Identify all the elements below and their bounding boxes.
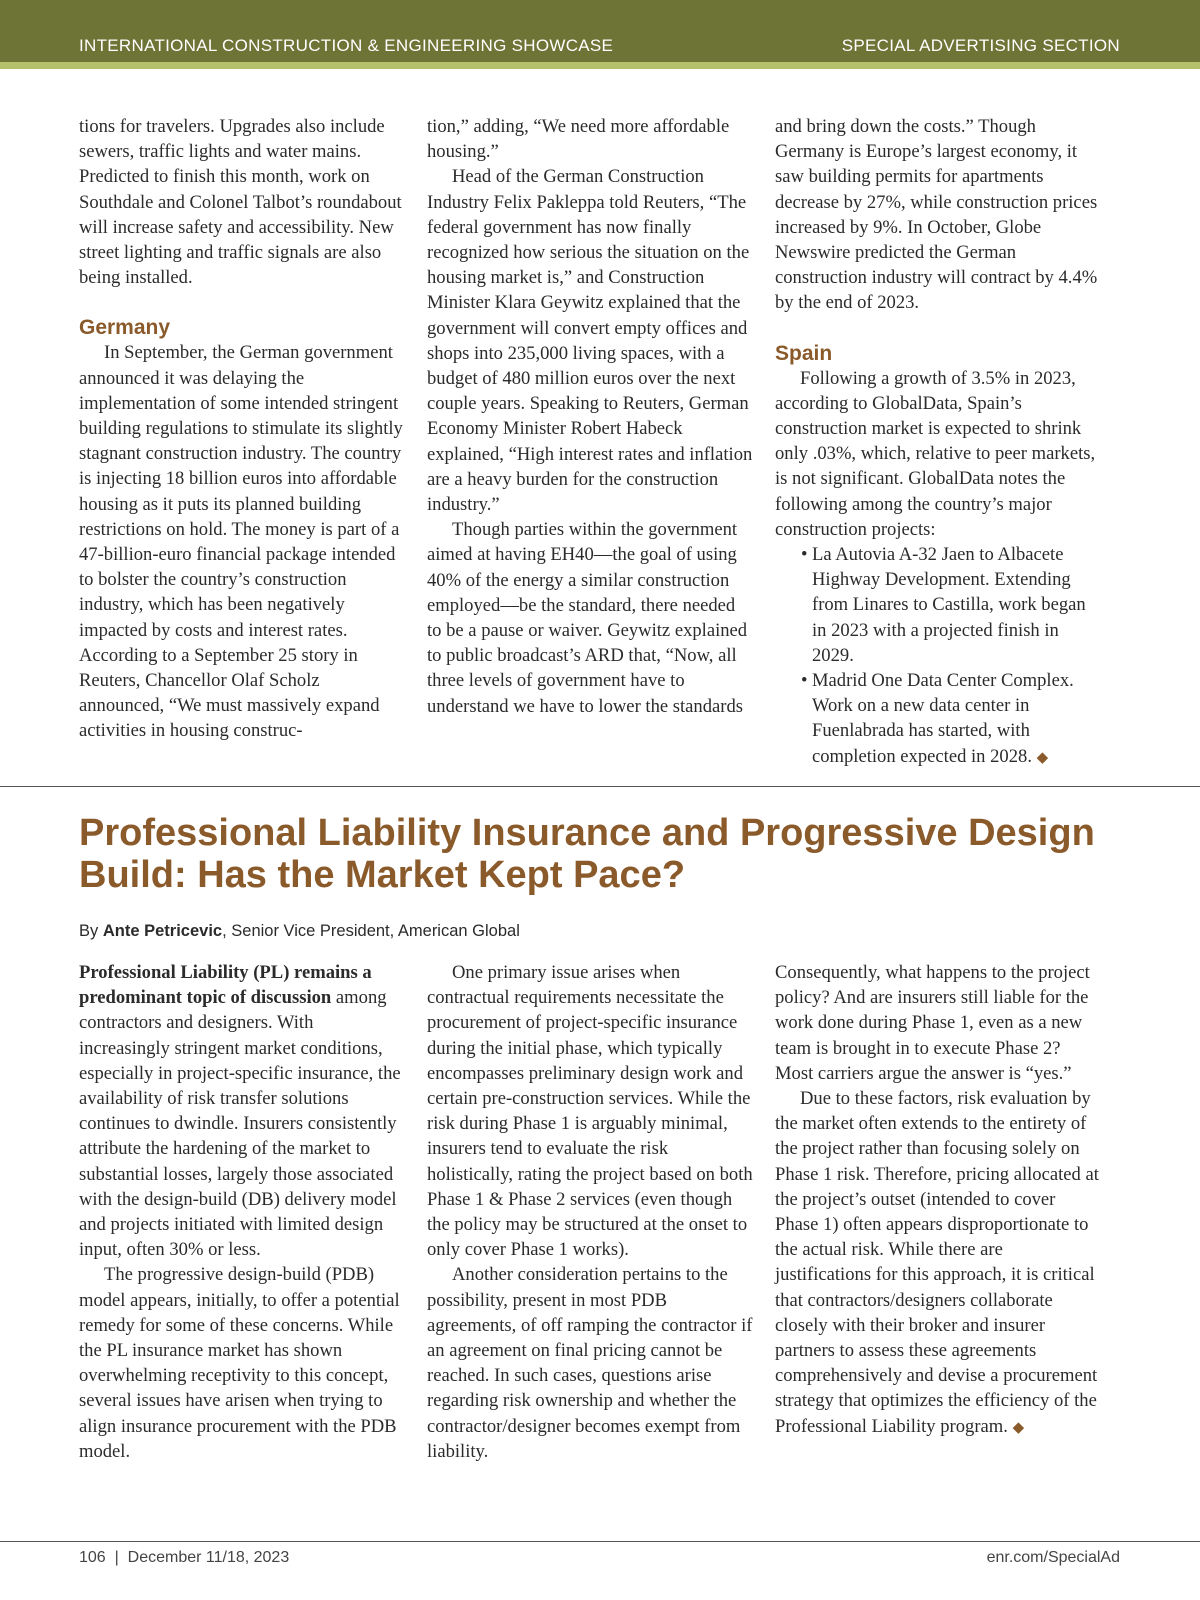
- germany-heading: Germany: [79, 316, 171, 340]
- paragraph: The progressive design-build (PDB) model appears, initially, to offer a potential remedy for some of these concerns. While the PL insurance market has shown overwhelming receptivity to this concept, several issues have arisen when trying to align insurance procurement with the PDB model.: [79, 1264, 400, 1462]
- list-item-text: La Autovia A-32 Jaen to Albacete Highway Development. Extending from Linares to Castilla, work began in 2023 with a projected finish in 2029.: [812, 544, 1086, 666]
- header-section-title: INTERNATIONAL CONSTRUCTION & ENGINEERING SHOWCASE: [79, 36, 614, 55]
- paragraph: [79, 960, 405, 1262]
- article-column-1: [79, 960, 405, 1464]
- top-column-3: [775, 114, 1101, 771]
- bullet-icon: •: [801, 670, 808, 692]
- paragraph: [775, 1086, 1101, 1441]
- article-title: Professional Liability Insurance and Progressive Design Build: Has the Market Kept Pace?: [79, 812, 1095, 896]
- list-item: [775, 668, 1101, 771]
- footer-divider: [0, 1541, 1200, 1542]
- byline: [79, 922, 520, 941]
- byline-prefix: By: [79, 922, 99, 940]
- paragraph: tion,” adding, “We need more affordable housing.”: [427, 116, 730, 163]
- article-column-3: [775, 960, 1101, 1441]
- paragraph: Consequently, what happens to the project policy? And are insurers still liable for the work done during Phase 1, even as a new team is brought in to execute Phase 2? Most carriers argue the answer is “yes.”: [775, 962, 1090, 1084]
- list-item: [775, 542, 1101, 668]
- header-advertising-label: SPECIAL ADVERTISING SECTION: [841, 36, 1120, 55]
- paragraph: Though parties within the government aimed at having EH40—the goal of using 40% of the energy a similar construction employed—be the standard, there needed to be a pause or waiver. Geywitz explained to public broadcast’s ARD that, “Now, all three levels of government have to understand we have to lower the standards: [427, 519, 748, 717]
- paragraph: Another consideration pertains to the possibility, present in most PDB agreements, of off ramping the contractor if an agreement on final pricing cannot be reached. In such cases, questions arise regarding risk ownership and whether the contractor/designer becomes exempt from liability.: [427, 1264, 753, 1462]
- author-name: Ante Petricevic: [102, 922, 223, 940]
- end-diamond-icon: ◆: [1012, 1419, 1025, 1436]
- end-diamond-icon: ◆: [1036, 749, 1049, 766]
- paragraph-text: Due to these factors, risk evaluation by the market often extends to the entirety of the project rather than focusing solely on Phase 1 risk. Therefore, pricing allocated at the project’s outset (intended to cover Phase 1) often appears disproportionate to the actual risk. While there are justifications for this approach, it is critical that contractors/designers collaborate closely with their broker and insurer partners to assess these agreements comprehensively and devise a procurement strategy that optimizes the efficiency of the Professional Liability program.: [775, 1088, 1099, 1437]
- author-role: , Senior Vice President, American Global: [222, 922, 520, 940]
- spain-heading: Spain: [775, 341, 833, 365]
- top-column-2: [427, 114, 753, 719]
- paragraph: Head of the German Construction Industry Felix Pakleppa told Reuters, “The federal government has now finally recognized how serious the situation on the housing market is,” and Construction Minister Klara Geywitz explained that the government will convert empty offices and shops into 235,000 living spaces, with a budget of 480 million euros over the next couple years. Speaking to Reuters, German Economy Minister Robert Habeck explained, “High interest rates and inflation are a heavy burden for the construction industry.”: [427, 166, 753, 516]
- list-item-text: Madrid One Data Center Complex. Work on a new data center in Fuenlabrada has started, with completion expected in 2028.: [812, 670, 1074, 767]
- header-accent-line: [0, 62, 1200, 69]
- section-divider: [0, 786, 1200, 787]
- article-column-2: [427, 960, 753, 1464]
- lead-in: Professional Liability (PL) remains a predominant topic of discussion: [79, 962, 372, 1009]
- page-folio: 106 | December 11/18, 2023: [79, 1549, 290, 1566]
- paragraph: One primary issue arises when contractual requirements necessitate the procurement of project-specific insurance during the initial phase, which typically encompasses preliminary design work and certain pre-construction services. While the risk during Phase 1 is arguably minimal, insurers tend to evaluate the risk holistically, rating the project based on both Phase 1 & Phase 2 services (even though the policy may be structured at the onset to only cover Phase 1 works).: [427, 962, 753, 1261]
- footer-url: enr.com/SpecialAd: [986, 1549, 1120, 1566]
- top-column-1: [79, 114, 405, 744]
- paragraph: and bring down the costs.” Though Germany is Europe’s largest economy, it saw building permits for apartments decrease by 27%, while construction prices increased by 9%. In October, Globe Newswire predicted the German construction industry will contract by 4.4% by the end of 2023.: [775, 116, 1098, 314]
- paragraph: In September, the German government announced it was delaying the implementation of some intended stringent building regulations to stimulate its slightly stagnant construction industry. The country is injecting 18 billion euros into affordable housing as it puts its planned building restrictions on hold. The money is part of a 47-billion-euro financial package intended to bolster the country’s construction industry, which has been negatively impacted by costs and interest rates. According to a September 25 story in Reuters, Chancellor Olaf Scholz announced, “We must massively expand activities in housing construc-: [79, 342, 403, 742]
- paragraph: tions for travelers. Upgrades also include sewers, traffic lights and water mains. Predicted to finish this month, work on Southdale and Colonel Talbot’s roundabout will increase safety and accessibility. New street lighting and traffic signals are also being installed.: [79, 116, 402, 289]
- paragraph: Following a growth of 3.5% in 2023, according to GlobalData, Spain’s construction market is expected to shrink only .03%, which, relative to peer markets, is not significant. GlobalData notes the following among the country’s major construction projects:: [775, 367, 1096, 540]
- bullet-icon: •: [801, 544, 808, 566]
- paragraph-text: among contractors and designers. With increasingly stringent market conditions, especially in project-specific insurance, the availability of risk transfer solutions continues to dwindle. Insurers consistently attribute the hardening of the market to substantial losses, largely those associated with the design-build (DB) delivery model and projects initiated with limited design input, often 30% or less.: [79, 987, 401, 1261]
